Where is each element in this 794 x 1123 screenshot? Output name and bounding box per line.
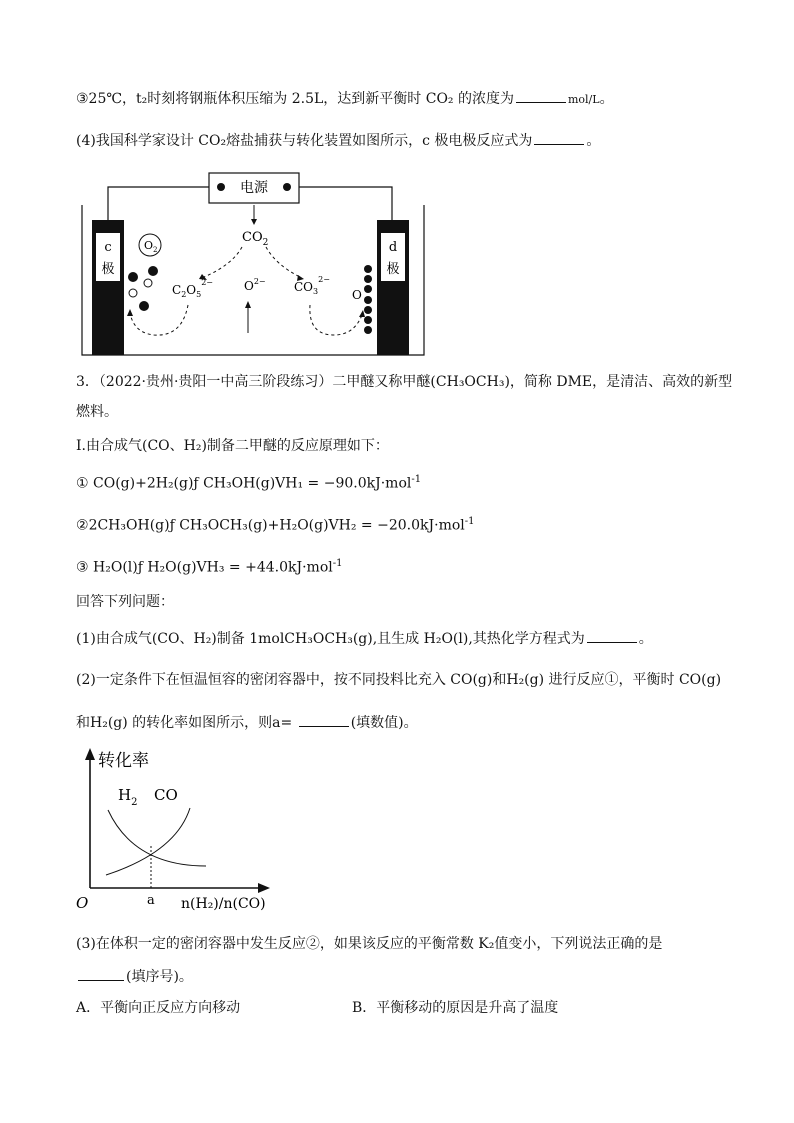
carbon-icon — [364, 316, 372, 324]
q3-section-i: Ⅰ.由合成气(CO、H₂)制备二甲醚的反应原理如下： — [76, 438, 389, 454]
x-axis-arrow-icon — [258, 883, 270, 893]
q3-p2-line1: (2)一定条件下在恒温恒容的密闭容器中，按不同投料比充入 CO(g)和H₂(g) 进行反应①，平衡时 CO(g) — [76, 672, 722, 688]
electrode-d-letter: d — [388, 240, 398, 255]
power-label: 电源 — [240, 180, 268, 196]
answer-blank[interactable] — [534, 130, 584, 145]
q3-p3-line1: (3)在体积一定的密闭容器中发生反应②，如果该反应的平衡常数 K₂值变小，下列说法正确的是 — [76, 936, 663, 952]
arrowhead-icon — [359, 310, 365, 317]
q2-part4-line — [76, 130, 600, 151]
terminal-right-icon — [283, 183, 291, 191]
o2minus-label: $O^{2-}$ — [244, 277, 266, 293]
eq2-text: 2CH₃OH(g)ƒ CH₃OCH₃(g)+H₂O(g)VH₂ = −20.0kJ·mol — [88, 517, 465, 534]
q2-part4-text: (4)我国科学家设计 CO₂熔盐捕获与转化装置如图所示，c 极电极反应式为 — [76, 133, 533, 149]
terminal-left-icon — [217, 183, 225, 191]
carbon-icon — [364, 326, 372, 334]
co-curve — [106, 808, 190, 875]
dashed-arrow-right — [266, 247, 300, 277]
q2-part3-end: 。 — [599, 91, 614, 107]
eq1-text: CO(g)+2H₂(g)ƒ CH₃OH(g)VH₁ = −90.0kJ·mol — [93, 475, 412, 492]
q3-p2-text: 和H₂(g) 的转化率如图所示，则a= — [76, 715, 293, 731]
q2-part3-prefix: ③25℃， — [76, 91, 137, 107]
q3-p3-end: (填序号)。 — [126, 969, 193, 985]
h2-curve — [108, 810, 206, 866]
carbon-icon — [364, 285, 372, 293]
carbon-icon — [364, 275, 372, 283]
q3-header-cont: 燃料。 — [76, 404, 118, 420]
o-label: O — [352, 288, 362, 302]
answer-prompt: 回答下列问题： — [76, 594, 174, 610]
wire-right — [299, 187, 392, 220]
co2-label: $CO_2$ — [242, 230, 269, 248]
equation-3 — [76, 554, 342, 578]
atom-icon — [129, 289, 137, 297]
q3-p1-end: 。 — [638, 631, 653, 647]
answer-blank[interactable] — [516, 88, 566, 103]
q3-p2-line2 — [76, 712, 418, 733]
equation-1 — [76, 470, 421, 494]
q2-part3-unit: mol/L — [567, 93, 600, 106]
atom-icon — [144, 279, 152, 287]
eq3-sup: -1 — [332, 558, 343, 569]
answer-blank[interactable] — [78, 966, 124, 981]
eq2-sup: -1 — [464, 516, 475, 527]
eq2-num: ② — [76, 517, 89, 534]
y-axis-label: 转化率 — [98, 751, 149, 771]
q2-part3-line — [76, 88, 614, 110]
c2o5-label: $C_2O_5^{2-}$ — [172, 278, 214, 299]
electrode-c-char: 极 — [101, 262, 115, 277]
q2-part4-end: 。 — [586, 133, 601, 149]
co3-label: $CO_3^{2-}$ — [294, 275, 330, 296]
carbon-icon — [364, 306, 372, 314]
arrowhead-icon — [127, 309, 133, 316]
eq3-text: H₂O(l)ƒ H₂O(g)VH₃ = +44.0kJ·mol — [93, 559, 333, 576]
electrode-d-char: 极 — [386, 262, 400, 277]
o2-label: $O_2$ — [144, 239, 158, 254]
q3-p1-text: (1)由合成气(CO、H₂)制备 1molCH₃OCH₃(g),且生成 H₂O(l),其热化学方程式为 — [76, 631, 585, 647]
arrowhead-icon — [251, 219, 257, 225]
q3-p1 — [76, 628, 653, 649]
electrode-c-letter: c — [104, 240, 112, 255]
equation-2 — [76, 512, 475, 536]
atom-icon — [148, 266, 158, 276]
a-label: a — [147, 893, 155, 908]
option-a: A．平衡向正反应方向移动 — [76, 1000, 241, 1016]
dashed-arrow-to-c — [130, 305, 188, 335]
x-axis-label: n(H₂)/n(CO) — [181, 896, 266, 912]
q2-part3-text: t₂时刻将钢瓶体积压缩为 2.5L，达到新平衡时 CO₂ 的浓度为 — [136, 91, 514, 107]
conversion-graph — [72, 742, 282, 914]
electrolysis-diagram — [72, 165, 432, 360]
q3-p2-end: (填数值)。 — [350, 715, 418, 731]
q3-p3-line2 — [76, 966, 193, 987]
carbon-icon — [364, 296, 372, 304]
co-curve-label: CO — [154, 786, 178, 804]
wire-left — [108, 187, 209, 220]
answer-blank[interactable] — [299, 712, 349, 727]
dashed-arrow-left — [204, 247, 242, 277]
dashed-arrow-to-d — [310, 305, 362, 335]
arrow-up-icon — [245, 301, 251, 308]
eq3-num: ③ — [76, 559, 89, 576]
carbon-icon — [364, 265, 372, 273]
option-b: B．平衡移动的原因是升高了温度 — [352, 1000, 559, 1016]
eq1-num: ① — [76, 475, 89, 492]
y-axis-arrow-icon — [85, 748, 95, 760]
atom-icon — [128, 272, 138, 282]
h2-curve-label: $H_2$ — [118, 786, 138, 808]
origin-label: O — [76, 894, 89, 912]
q3-header: 3．（2022·贵州·贵阳一中高三阶段练习）二甲醚又称甲醚(CH₃OCH₃)，简称 DME，是清洁、高效的新型 — [76, 374, 733, 390]
eq1-sup: -1 — [411, 474, 422, 485]
atom-icon — [139, 301, 149, 311]
answer-blank[interactable] — [587, 628, 637, 643]
